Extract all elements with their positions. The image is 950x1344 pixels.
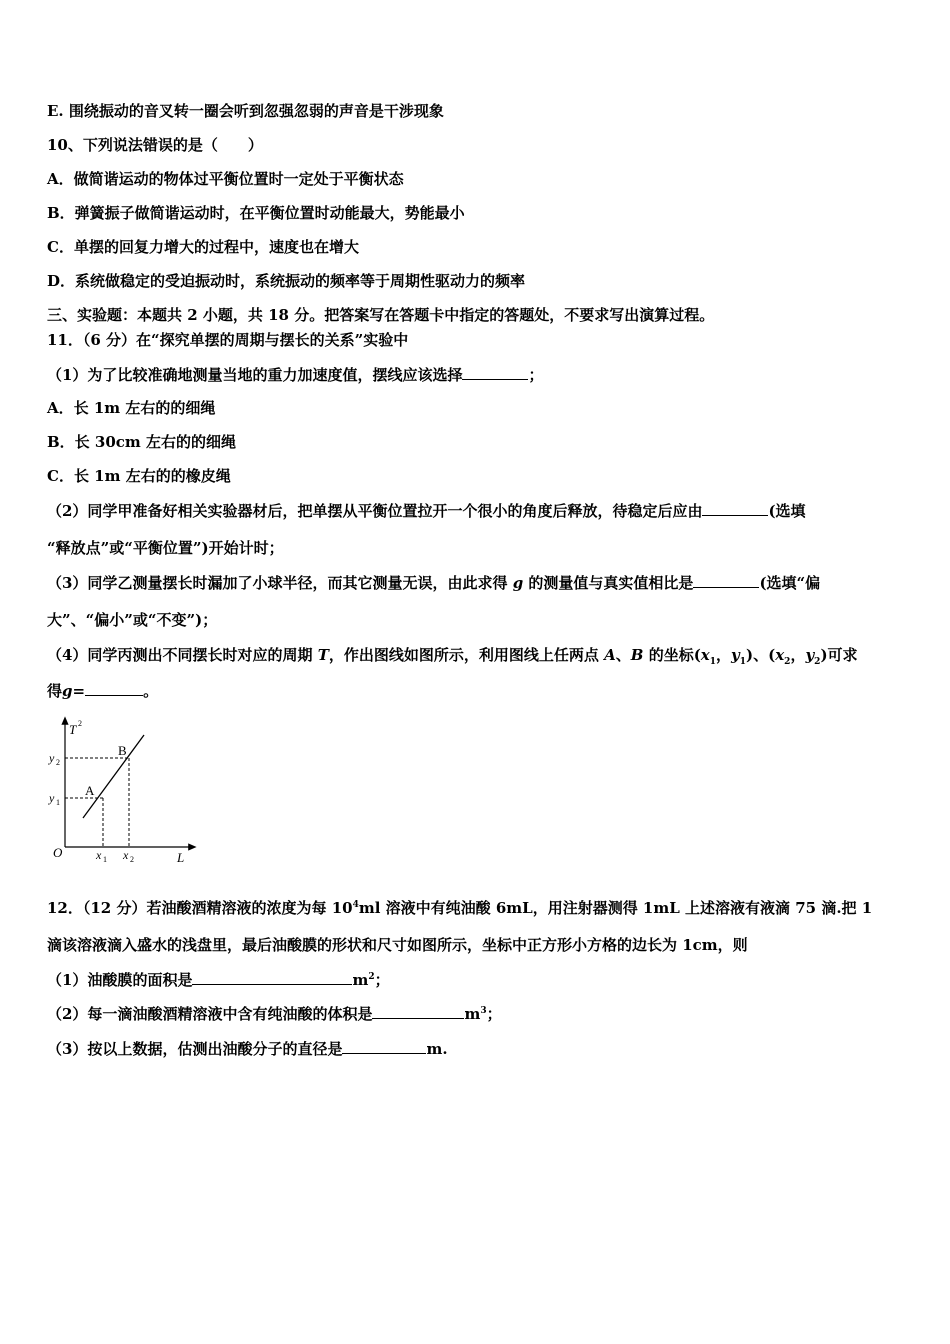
q11-part4	[47, 645, 910, 665]
sub-1: 1	[739, 657, 747, 667]
q10-option-c: C．单摆的回复力增大的过程中，速度也在增大	[47, 238, 359, 256]
q12-part2-text: （2）每一滴油酸酒精溶液中含有纯油酸的体积是	[47, 1005, 373, 1023]
answer-blank[interactable]	[342, 1039, 426, 1054]
q11-part4-text: （4）同学丙测出不同摆长时对应的周期	[47, 646, 313, 664]
q12-part3	[47, 1039, 910, 1059]
q11-option-c: C．长 1m 左右的的橡皮绳	[47, 467, 231, 485]
q11-stem: 11．（6 分）在“探究单摆的周期与摆长的关系”实验中	[47, 331, 409, 349]
answer-blank[interactable]	[462, 365, 528, 380]
q11-part3-text2: 的测量值与真实值相比是	[528, 574, 694, 592]
q11-part4-end: )可求	[820, 646, 858, 664]
q12-part1-end: ；	[374, 971, 390, 989]
separator: 、	[615, 646, 631, 664]
q10-option-d: D．系统做稳定的受迫振动时，系统振动的频率等于周期性驱动力的频率	[47, 272, 526, 290]
var-t: T	[317, 646, 329, 664]
equals: =	[72, 682, 86, 700]
var-x2: x	[775, 646, 785, 664]
answer-blank[interactable]	[372, 1004, 464, 1019]
y2-label: y	[49, 751, 55, 765]
t2-l-graph	[45, 712, 205, 872]
q11-part2	[47, 501, 910, 521]
sub-2: 2	[814, 657, 821, 667]
q12-stem	[47, 898, 910, 918]
q11-part4-cont-text: 得	[47, 682, 63, 700]
q12-part2	[47, 1004, 910, 1024]
q11-part3-cont: 大”、“偏小”或“不变”)；	[47, 611, 218, 629]
section3-heading: 三、实验题：本题共 2 小题，共 18 分。把答案写在答题卡中指定的答题处，不要求写出演算过程。	[47, 306, 715, 324]
q11-part4-cont-end: 。	[143, 682, 159, 700]
sub-2: 2	[784, 657, 791, 667]
q12-part1-unit: m	[352, 971, 369, 989]
y2-sub: 2	[56, 758, 60, 767]
q11-option-b: B．长 30cm 左右的的细绳	[47, 433, 237, 451]
sub-1: 1	[709, 657, 717, 667]
point-b-label: B	[630, 646, 644, 664]
q10-option-b: B．弹簧振子做简谐运动时，在平衡位置时动能最大，势能最小	[47, 204, 465, 222]
q11-part3-end: (选填“偏	[759, 574, 821, 592]
answer-blank[interactable]	[702, 501, 768, 516]
x2-label: x	[123, 848, 129, 862]
x2-sub: 2	[130, 855, 134, 864]
q12-part3-text: （3）按以上数据，估测出油酸分子的直径是	[47, 1040, 343, 1058]
var-y2: y	[805, 646, 815, 664]
q11-part3	[47, 573, 910, 593]
q11-part4-cont	[47, 681, 910, 701]
comma: ，	[716, 646, 732, 664]
q12-stem-cont: 滴该溶液滴入盛水的浅盘里，最后油酸膜的形状和尺寸如图所示，坐标中正方形小方格的边长为 1cm，则	[47, 936, 748, 954]
answer-blank[interactable]	[693, 573, 759, 588]
q12-stem-sup: 4	[352, 900, 359, 910]
var-x1: x	[700, 646, 710, 664]
point-b-graph-label: B	[118, 743, 127, 758]
q11-part2-text: （2）同学甲准备好相关实验器材后，把单摆从平衡位置拉开一个很小的角度后释放，待稳定后应由	[47, 502, 703, 520]
paren-sep: )、(	[746, 646, 776, 664]
q11-part1-text: （1）为了比较准确地测量当地的重力加速度值，摆线应该选择	[47, 366, 463, 384]
var-g: g	[62, 682, 73, 700]
q12-part1	[47, 970, 910, 990]
comma: ，	[790, 646, 806, 664]
q12-part3-unit: m.	[426, 1040, 448, 1058]
q9-option-e: E. 围绕振动的音叉转一圈会听到忽强忽弱的声音是干涉现象	[47, 102, 444, 120]
point-a-graph-label: A	[85, 783, 95, 798]
q11-part2-cont: “释放点”或“平衡位置”)开始计时；	[47, 539, 284, 557]
q11-part1-end: ；	[528, 366, 544, 384]
q10-option-a: A．做简谐运动的物体过平衡位置时一定处于平衡状态	[47, 170, 404, 188]
answer-blank[interactable]	[192, 970, 352, 985]
q11-part4-text2: ，作出图线如图所示，利用图线上任两点	[328, 646, 599, 664]
point-a-label: A	[604, 646, 616, 664]
origin-label: O	[53, 845, 63, 860]
q10-stem: 10、下列说法错误的是（ ）	[47, 136, 263, 154]
q12-stem-text2: ml 溶液中有纯油酸 6mL，用注射器测得 1mL 上述溶液有液滴 75 滴.把 1	[358, 899, 873, 917]
x1-sub: 1	[103, 855, 107, 864]
x1-label: x	[96, 848, 102, 862]
y-axis-label: T	[69, 722, 77, 737]
fit-line	[83, 735, 144, 818]
y1-label: y	[49, 791, 55, 805]
q12-part2-sup: 3	[480, 1006, 487, 1016]
y-axis-label-sup: 2	[78, 719, 82, 728]
q12-part2-unit: m	[464, 1005, 481, 1023]
q11-part2-end: (选填	[768, 502, 806, 520]
x-axis-label: L	[177, 850, 185, 865]
q12-part1-sup: 2	[368, 972, 375, 982]
q12-part1-text: （1）油酸膜的面积是	[47, 971, 193, 989]
var-y1: y	[731, 646, 740, 664]
q11-part4-text3: 的坐标(	[648, 646, 701, 664]
y1-sub: 1	[56, 798, 60, 807]
q11-option-a: A．长 1m 左右的的细绳	[47, 399, 216, 417]
q11-part1	[47, 365, 910, 385]
q12-stem-text: 12．（12 分）若油酸酒精溶液的浓度为每 10	[47, 899, 353, 917]
q12-part2-end: ；	[486, 1005, 502, 1023]
q11-part3-text: （3）同学乙测量摆长时漏加了小球半径，而其它测量无误，由此求得	[47, 574, 508, 592]
var-g: g	[512, 574, 524, 592]
answer-blank[interactable]	[85, 681, 143, 696]
